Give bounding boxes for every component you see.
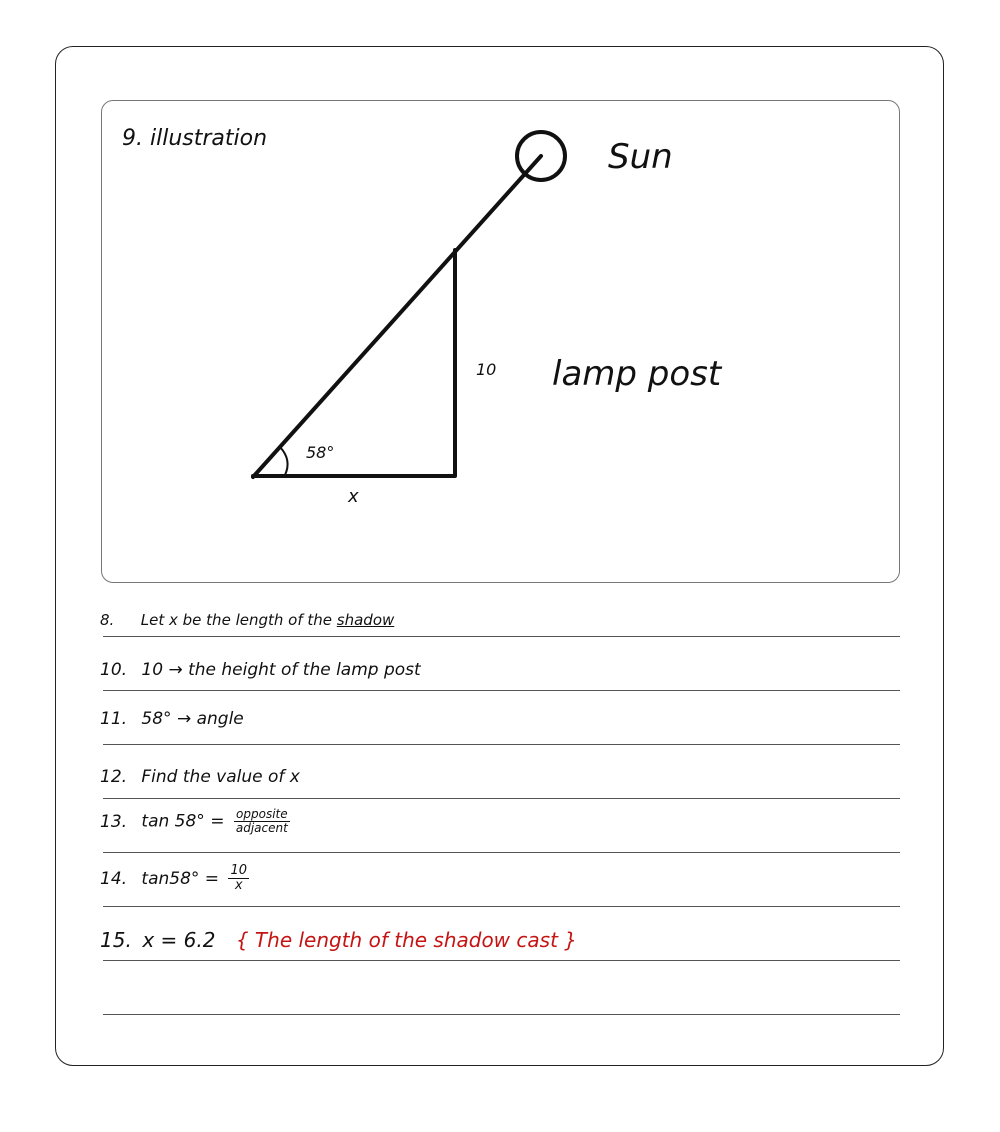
solution-line-15	[100, 928, 577, 952]
line-text: 10 → the height of the lamp post	[141, 660, 421, 680]
ruled-line	[103, 906, 900, 907]
solution-line-12	[100, 767, 300, 787]
line-number: 14.	[100, 868, 128, 889]
lamp-post-label: lamp post	[552, 354, 722, 394]
line-number: 13.	[100, 811, 128, 832]
line-text: 58° → angle	[141, 709, 244, 729]
line-text: tan58° =	[141, 868, 220, 889]
line-text: Let x be the length of the	[140, 611, 332, 629]
red-annotation: { The length of the shadow cast }	[235, 928, 577, 952]
line-number: 10.	[100, 660, 128, 680]
solution-line-10	[100, 660, 421, 680]
ruled-line	[103, 798, 900, 799]
ruled-line	[103, 852, 900, 853]
fraction-numerator: opposite	[234, 808, 290, 822]
fraction	[228, 864, 249, 894]
fraction-denominator: x	[234, 878, 243, 894]
line-text: x = 6.2	[142, 928, 216, 952]
sun-label: Sun	[608, 137, 673, 177]
ruled-line	[103, 636, 900, 637]
fraction-numerator: 10	[230, 863, 247, 878]
line-text: Find the value of x	[141, 767, 300, 787]
line-text: tan 58° =	[141, 811, 225, 832]
ruled-line	[103, 1014, 900, 1015]
ruled-line	[103, 960, 900, 961]
solution-line-8	[100, 611, 394, 629]
fraction-denominator: adjacent	[235, 821, 288, 836]
angle-arc	[280, 447, 288, 475]
sun-ray-hypotenuse	[253, 156, 541, 477]
ruled-line	[103, 690, 900, 691]
height-label: 10	[476, 360, 497, 379]
base-label: x	[348, 486, 359, 507]
line-number: 12.	[100, 767, 128, 787]
solution-line-14	[100, 864, 249, 894]
angle-label: 58°	[306, 443, 335, 462]
solution-line-11	[100, 709, 244, 729]
line-number: 8.	[100, 611, 115, 629]
line-emphasis: shadow	[336, 611, 395, 629]
fraction	[234, 808, 290, 835]
illustration-title: 9. illustration	[122, 126, 268, 151]
ruled-line	[103, 744, 900, 745]
solution-line-13	[100, 808, 290, 835]
line-number: 11.	[100, 709, 128, 729]
line-number: 15.	[100, 928, 132, 952]
